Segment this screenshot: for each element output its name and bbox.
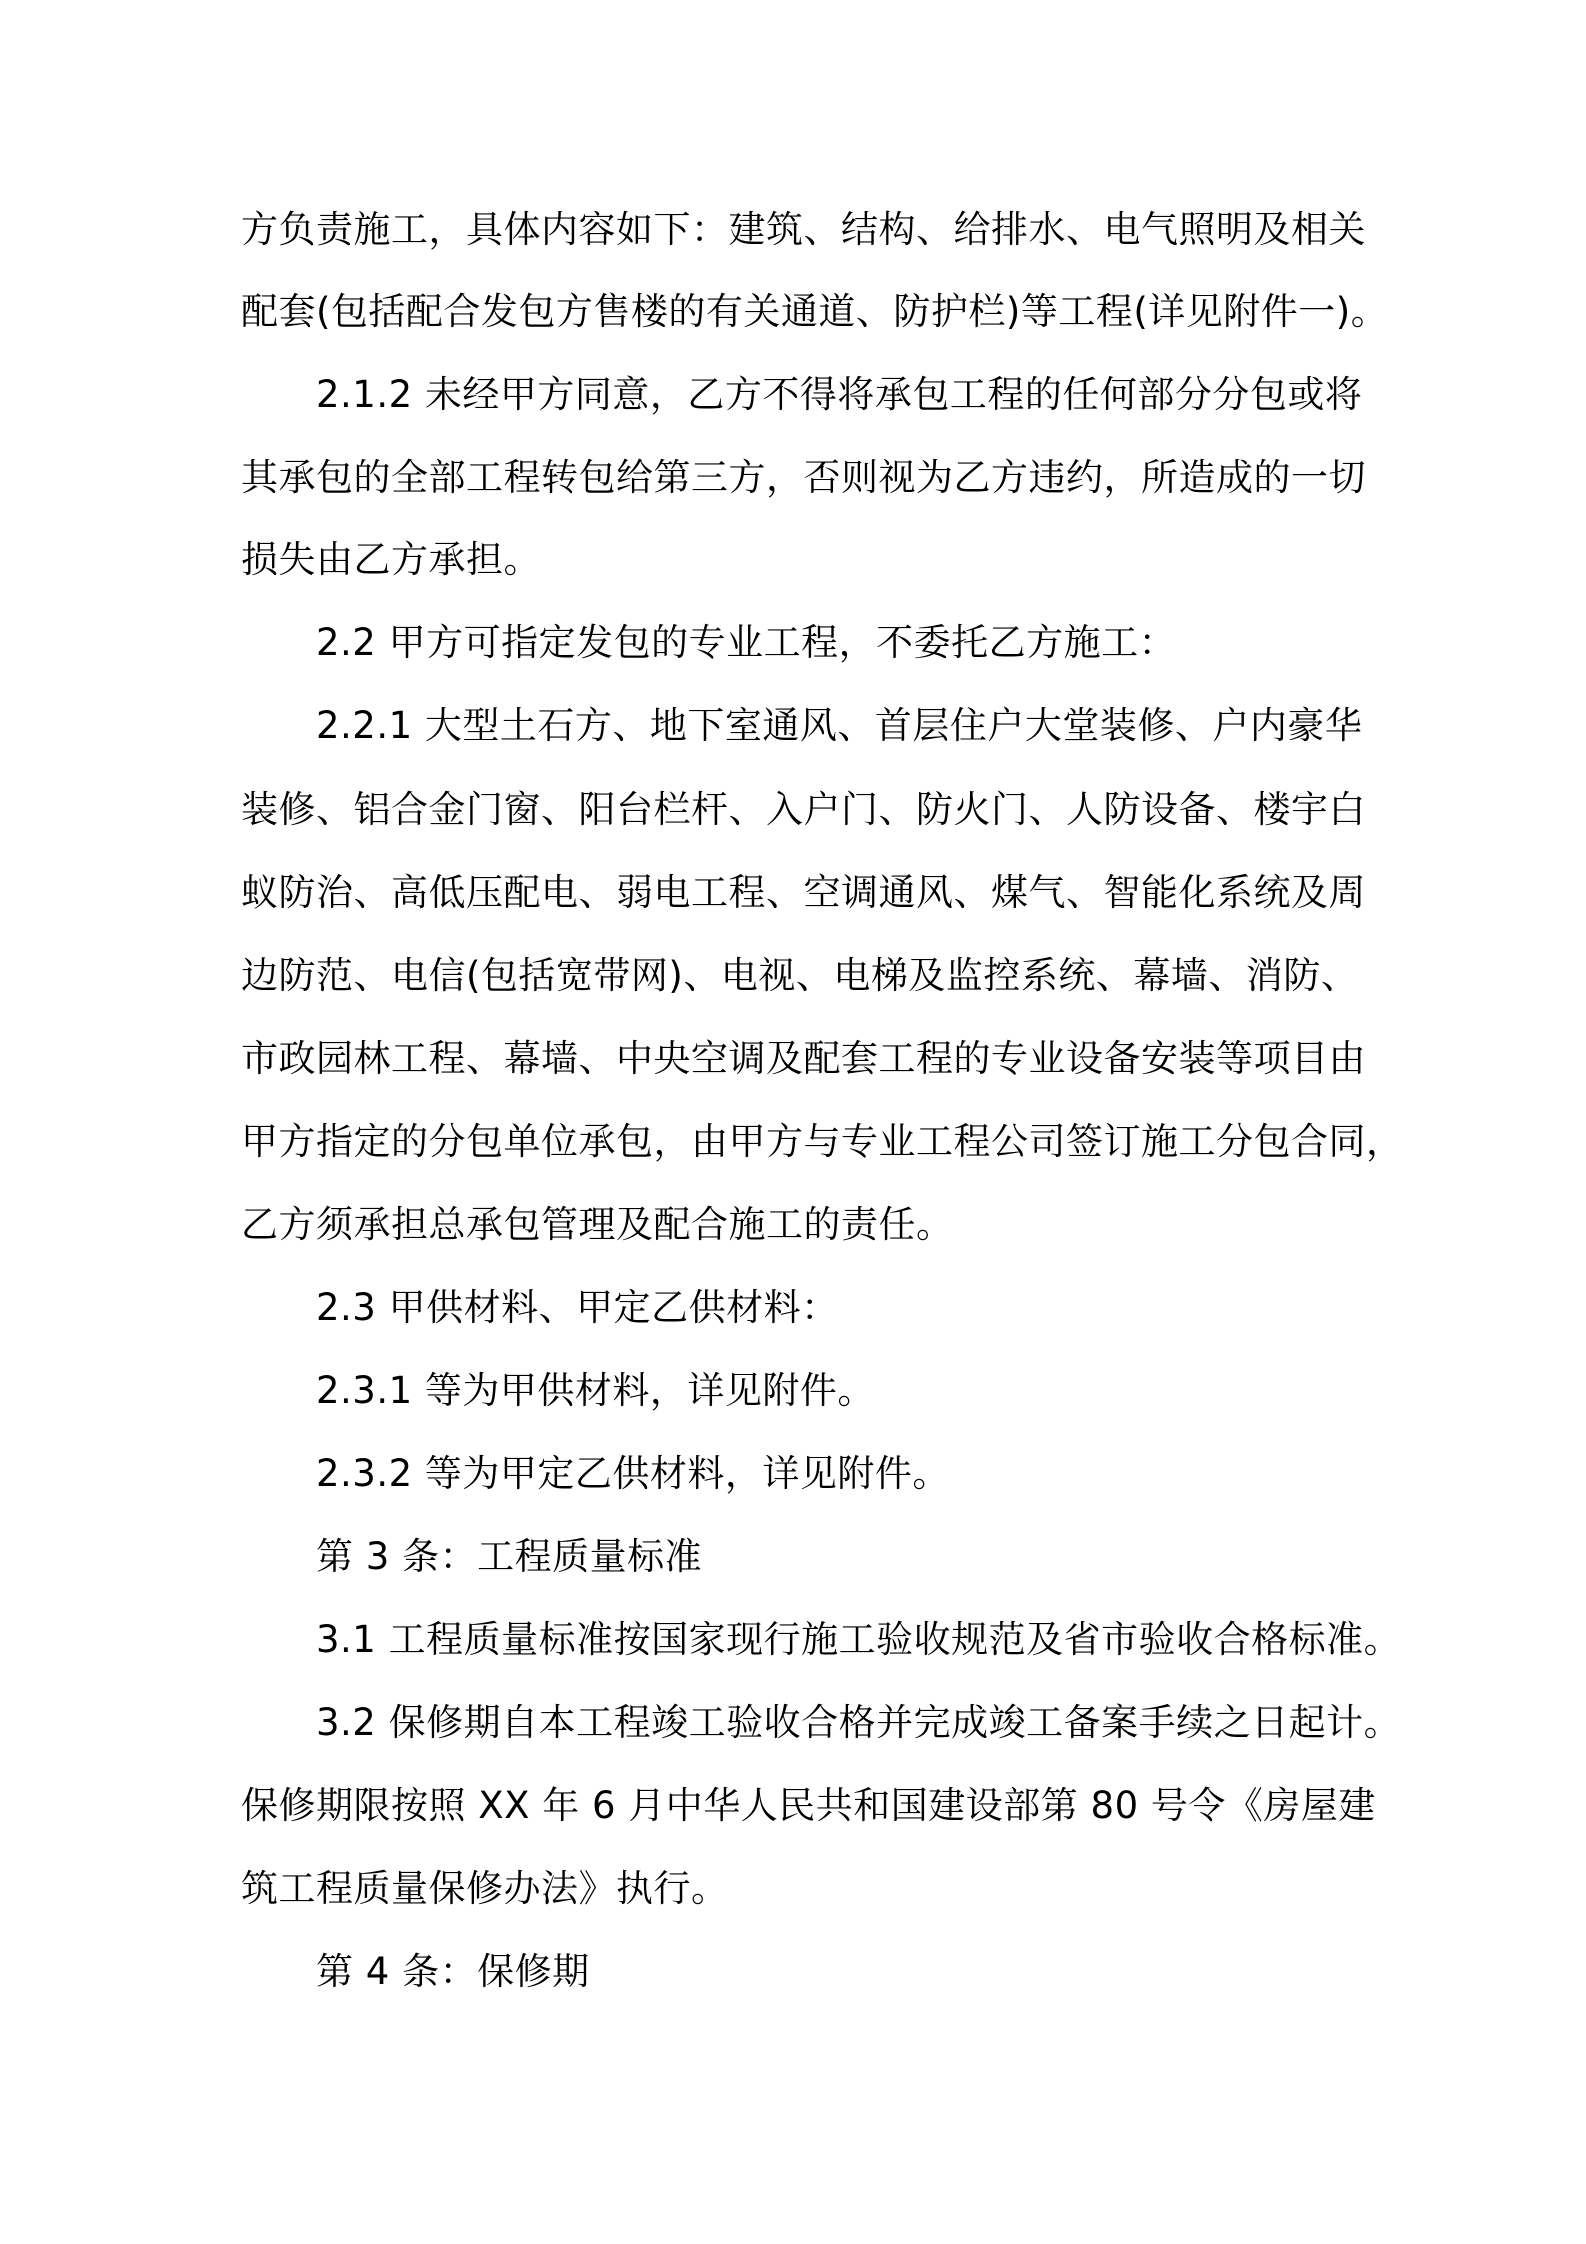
clause-2-3-1: 2.3.1 等为甲供材料，详见附件。 bbox=[316, 1369, 875, 1412]
clause-2-2-1: 2.2.1 大型土石方、地下室通风、首层住户大堂装修、户内豪华 bbox=[316, 704, 1363, 747]
text-line-1: 方负责施工，具体内容如下：建筑、结构、给排水、电气照明及相关 bbox=[241, 208, 1366, 251]
article-4-heading: 第 4 条：保修期 bbox=[316, 1950, 590, 1993]
text-line-2: 配套(包括配合发包方售楼的有关通道、防护栏)等工程(详见附件一)。 bbox=[241, 290, 1389, 333]
text-line-4: 其承包的全部工程转包给第三方，否则视为乙方违约，所造成的一切 bbox=[241, 456, 1366, 499]
clause-2-1-2: 2.1.2 未经甲方同意，乙方不得将承包工程的任何部分分包或将 bbox=[316, 373, 1363, 416]
text-line-13: 乙方须承担总承包管理及配合施工的责任。 bbox=[241, 1203, 954, 1246]
clause-3-1: 3.1 工程质量标准按国家现行施工验收规范及省市验收合格标准。 bbox=[316, 1618, 1402, 1661]
clause-2-3: 2.3 甲供材料、甲定乙供材料： bbox=[316, 1286, 839, 1329]
text-line-11: 市政园林工程、幕墙、中央空调及配套工程的专业设备安装等项目由 bbox=[241, 1037, 1366, 1080]
clause-3-2: 3.2 保修期自本工程竣工验收合格并完成竣工备案手续之日起计。 bbox=[316, 1701, 1402, 1744]
text-line-9: 蚁防治、高低压配电、弱电工程、空调通风、煤气、智能化系统及周 bbox=[241, 871, 1366, 914]
text-line-12: 甲方指定的分包单位承包，由甲方与专业工程公司签订施工分包合同， bbox=[241, 1120, 1404, 1163]
text-line-5: 损失由乙方承担。 bbox=[241, 538, 541, 581]
text-line-8: 装修、铝合金门窗、阳台栏杆、入户门、防火门、人防设备、楼宇白 bbox=[241, 788, 1366, 831]
text-line-21: 筑工程质量保修办法》执行。 bbox=[241, 1867, 729, 1910]
text-line-20: 保修期限按照 XX 年 6 月中华人民共和国建设部第 80 号令《房屋建 bbox=[241, 1784, 1376, 1827]
article-3-heading: 第 3 条：工程质量标准 bbox=[316, 1535, 703, 1578]
clause-2-3-2: 2.3.2 等为甲定乙供材料，详见附件。 bbox=[316, 1452, 950, 1495]
clause-2-2: 2.2 甲方可指定发包的专业工程，不委托乙方施工： bbox=[316, 621, 1177, 664]
text-line-10: 边防范、电信(包括宽带网)、电视、电梯及监控系统、幕墙、消防、 bbox=[241, 954, 1359, 997]
